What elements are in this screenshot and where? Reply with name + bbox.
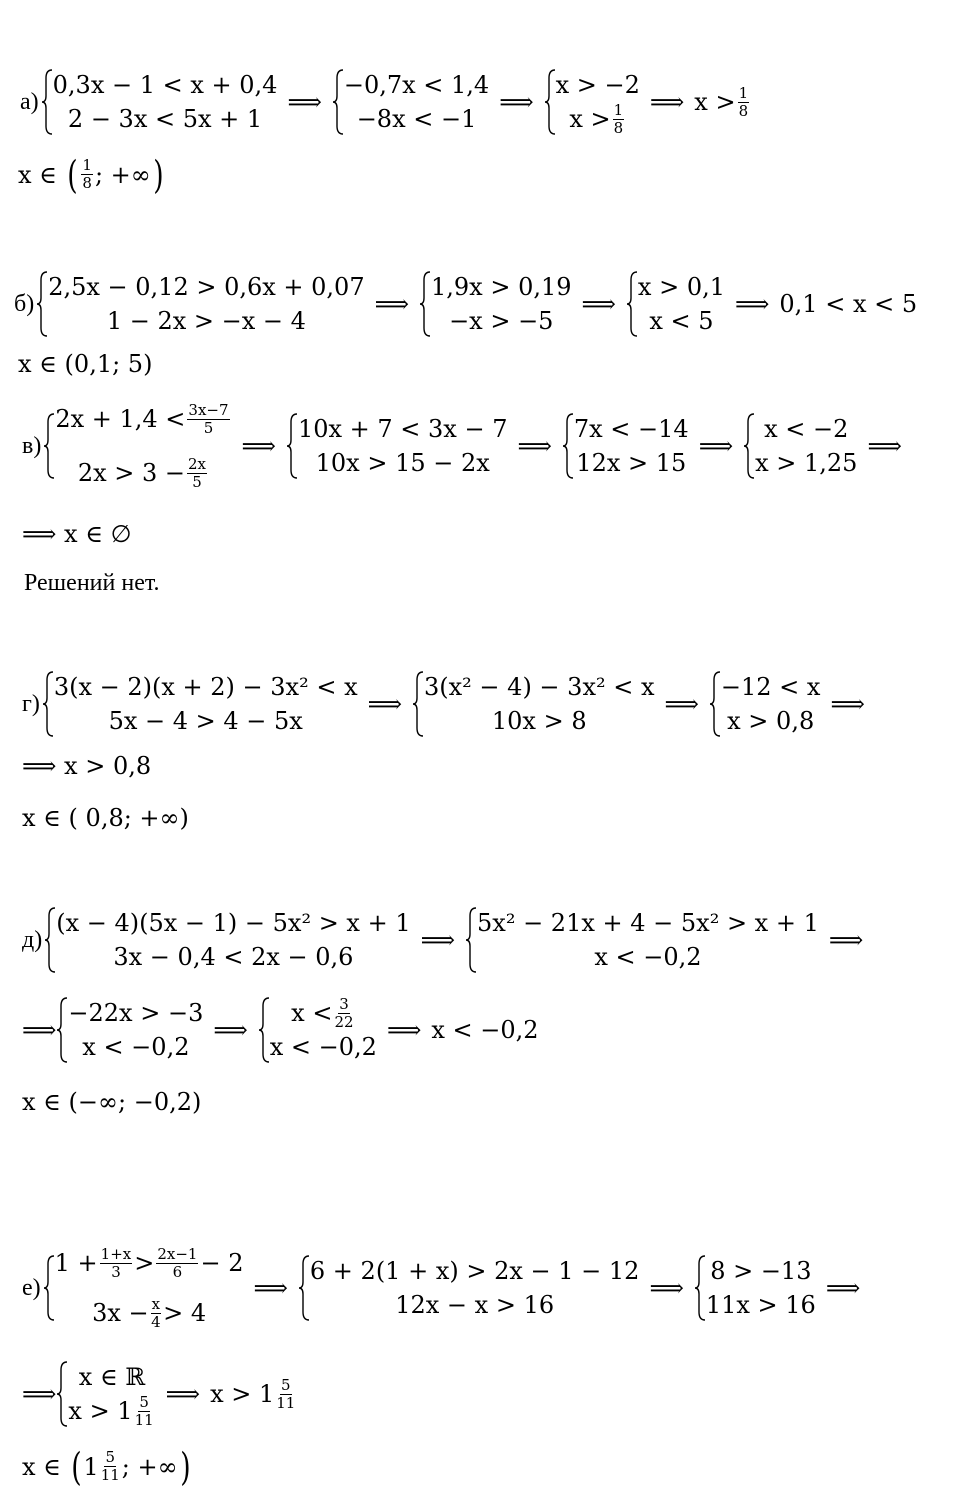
- part-e-answer: x ∈ ( 1 $\frac{5}{11}$ ; +∞ ): [22, 1444, 191, 1489]
- brace-icon: [544, 64, 556, 140]
- fraction: $\frac{1+x}{3}$: [100, 1244, 132, 1281]
- implies-arrow: ⟹: [287, 88, 322, 116]
- part-v-line1: в) 2x + 1,4 < $\frac{3x-7}{5}$ 2x > 3 − $\frac{2x}{5}$ ⟹ 10x + 7 < 3x − 7 10x > 15 − 2x ⟹ 7x < −14 12x > 15 ⟹ x < −2 x > 1,25 ⟹: [22, 390, 912, 502]
- fraction: $\frac{3}{22}$: [334, 994, 354, 1031]
- part-g-line1: г) 3(x − 2)(x + 2) − 3x² < x 5x − 4 > 4 − 5x ⟹ 3(x² − 4) − 3x² < x 10x > 8 ⟹ −12 < x x > 0,8 ⟹: [22, 670, 875, 738]
- fraction: $\frac{2x-1}{6}$: [157, 1244, 198, 1281]
- part-a-answer: x ∈ ( $\frac{1}{8}$ ; +∞ ): [18, 152, 164, 197]
- brace-icon: [562, 412, 574, 480]
- part-g-label: г): [22, 690, 40, 717]
- fraction: $\frac{1}{8}$: [613, 100, 624, 137]
- brace-icon: [626, 270, 638, 338]
- part-v-label: в): [22, 432, 42, 459]
- brace-icon: [42, 670, 54, 738]
- part-d-line1: д) (x − 4)(5x − 1) − 5x² > x + 1 3x − 0,4 < 2x − 0,6 ⟹ 5x² − 21x + 4 − 5x² > x + 1 x < −0,2 ⟹: [22, 906, 873, 974]
- fraction: $\frac{5}{11}$: [100, 1448, 120, 1484]
- brace-icon: [743, 412, 755, 480]
- part-g-result: ⟹ x > 0,8: [22, 752, 152, 780]
- brace-icon: [36, 270, 48, 338]
- part-b-answer: x ∈ (0,1; 5): [18, 350, 153, 378]
- part-d-label: д): [22, 926, 43, 953]
- fraction: $\frac{1}{8}$: [738, 83, 749, 120]
- implies-arrow: ⟹: [499, 88, 534, 116]
- fraction: $\frac{3x-7}{5}$: [188, 400, 229, 437]
- brace-icon: [412, 670, 424, 738]
- fraction: $\frac{2x}{5}$: [188, 454, 207, 491]
- part-a-label: а): [20, 88, 39, 115]
- part-b-label: б): [14, 290, 35, 317]
- fraction: $\frac{5}{11}$: [276, 1375, 296, 1412]
- fraction: $\frac{5}{11}$: [134, 1392, 154, 1429]
- part-v-result: ⟹ x ∈ ∅: [22, 520, 132, 548]
- system-a1: 0,3x − 1 < x + 0,4 2 − 3x < 5x + 1: [41, 68, 278, 136]
- brace-icon: [44, 906, 56, 974]
- part-g-answer: x ∈ ( 0,8; +∞): [22, 804, 189, 832]
- part-d-line2: ⟹ −22x > −3 x < −0,2 ⟹ x < $\frac{3}{22}$ x < −0,2 ⟹ x < −0,2: [22, 990, 539, 1070]
- implies-arrow: ⟹: [649, 88, 685, 116]
- brace-icon: [41, 68, 53, 136]
- brace-icon: [298, 1254, 310, 1322]
- system-a2: −0,7x < 1,4 −8x < −1: [332, 68, 489, 136]
- part-e-line2: ⟹ x ∈ ℝ x > 1 $\frac{5}{11}$ ⟹ x > 1 $\frac{5}{11}$: [22, 1354, 297, 1434]
- brace-icon: [43, 390, 55, 502]
- brace-icon: [332, 68, 344, 136]
- part-v-note: Решений нет.: [24, 570, 160, 596]
- fraction: $\frac{x}{4}$: [151, 1294, 161, 1331]
- brace-icon: [56, 1354, 68, 1434]
- fraction: $\frac{1}{8}$: [82, 156, 92, 192]
- brace-icon: [258, 990, 270, 1070]
- system-a3: x > −2 x > $\frac{1}{8}$: [544, 64, 640, 140]
- part-b-line1: б) 2,5x − 0,12 > 0,6x + 0,07 1 − 2x > −x − 4 ⟹ 1,9x > 0,19 −x > −5 ⟹ x > 0,1 x < 5 ⟹ 0,1 < x < 5: [14, 270, 917, 338]
- brace-icon: [56, 996, 68, 1064]
- brace-icon: [465, 906, 477, 974]
- brace-icon: [43, 1238, 55, 1338]
- part-e-line1: е) 1 + $\frac{1+x}{3}$ > $\frac{2x-1}{6}$ − 2 3x − $\frac{x}{4}$ > 4 ⟹ 6 + 2(1 + x) > 2x − 1 − 12 12x − x > 16 ⟹ 8 > −13 11x > 16 ⟹: [22, 1238, 870, 1338]
- brace-icon: [709, 670, 721, 738]
- brace-icon: [419, 270, 431, 338]
- brace-icon: [286, 412, 298, 480]
- brace-icon: [694, 1254, 706, 1322]
- part-a-line1: а) 0,3x − 1 < x + 0,4 2 − 3x < 5x + 1 ⟹ −0,7x < 1,4 −8x < −1 ⟹ x > −2 x > $\frac{1}{8}$ ⟹ x > $\frac{1}{8}$: [20, 64, 751, 140]
- part-e-label: е): [22, 1274, 41, 1301]
- part-d-answer: x ∈ (−∞; −0,2): [22, 1088, 202, 1116]
